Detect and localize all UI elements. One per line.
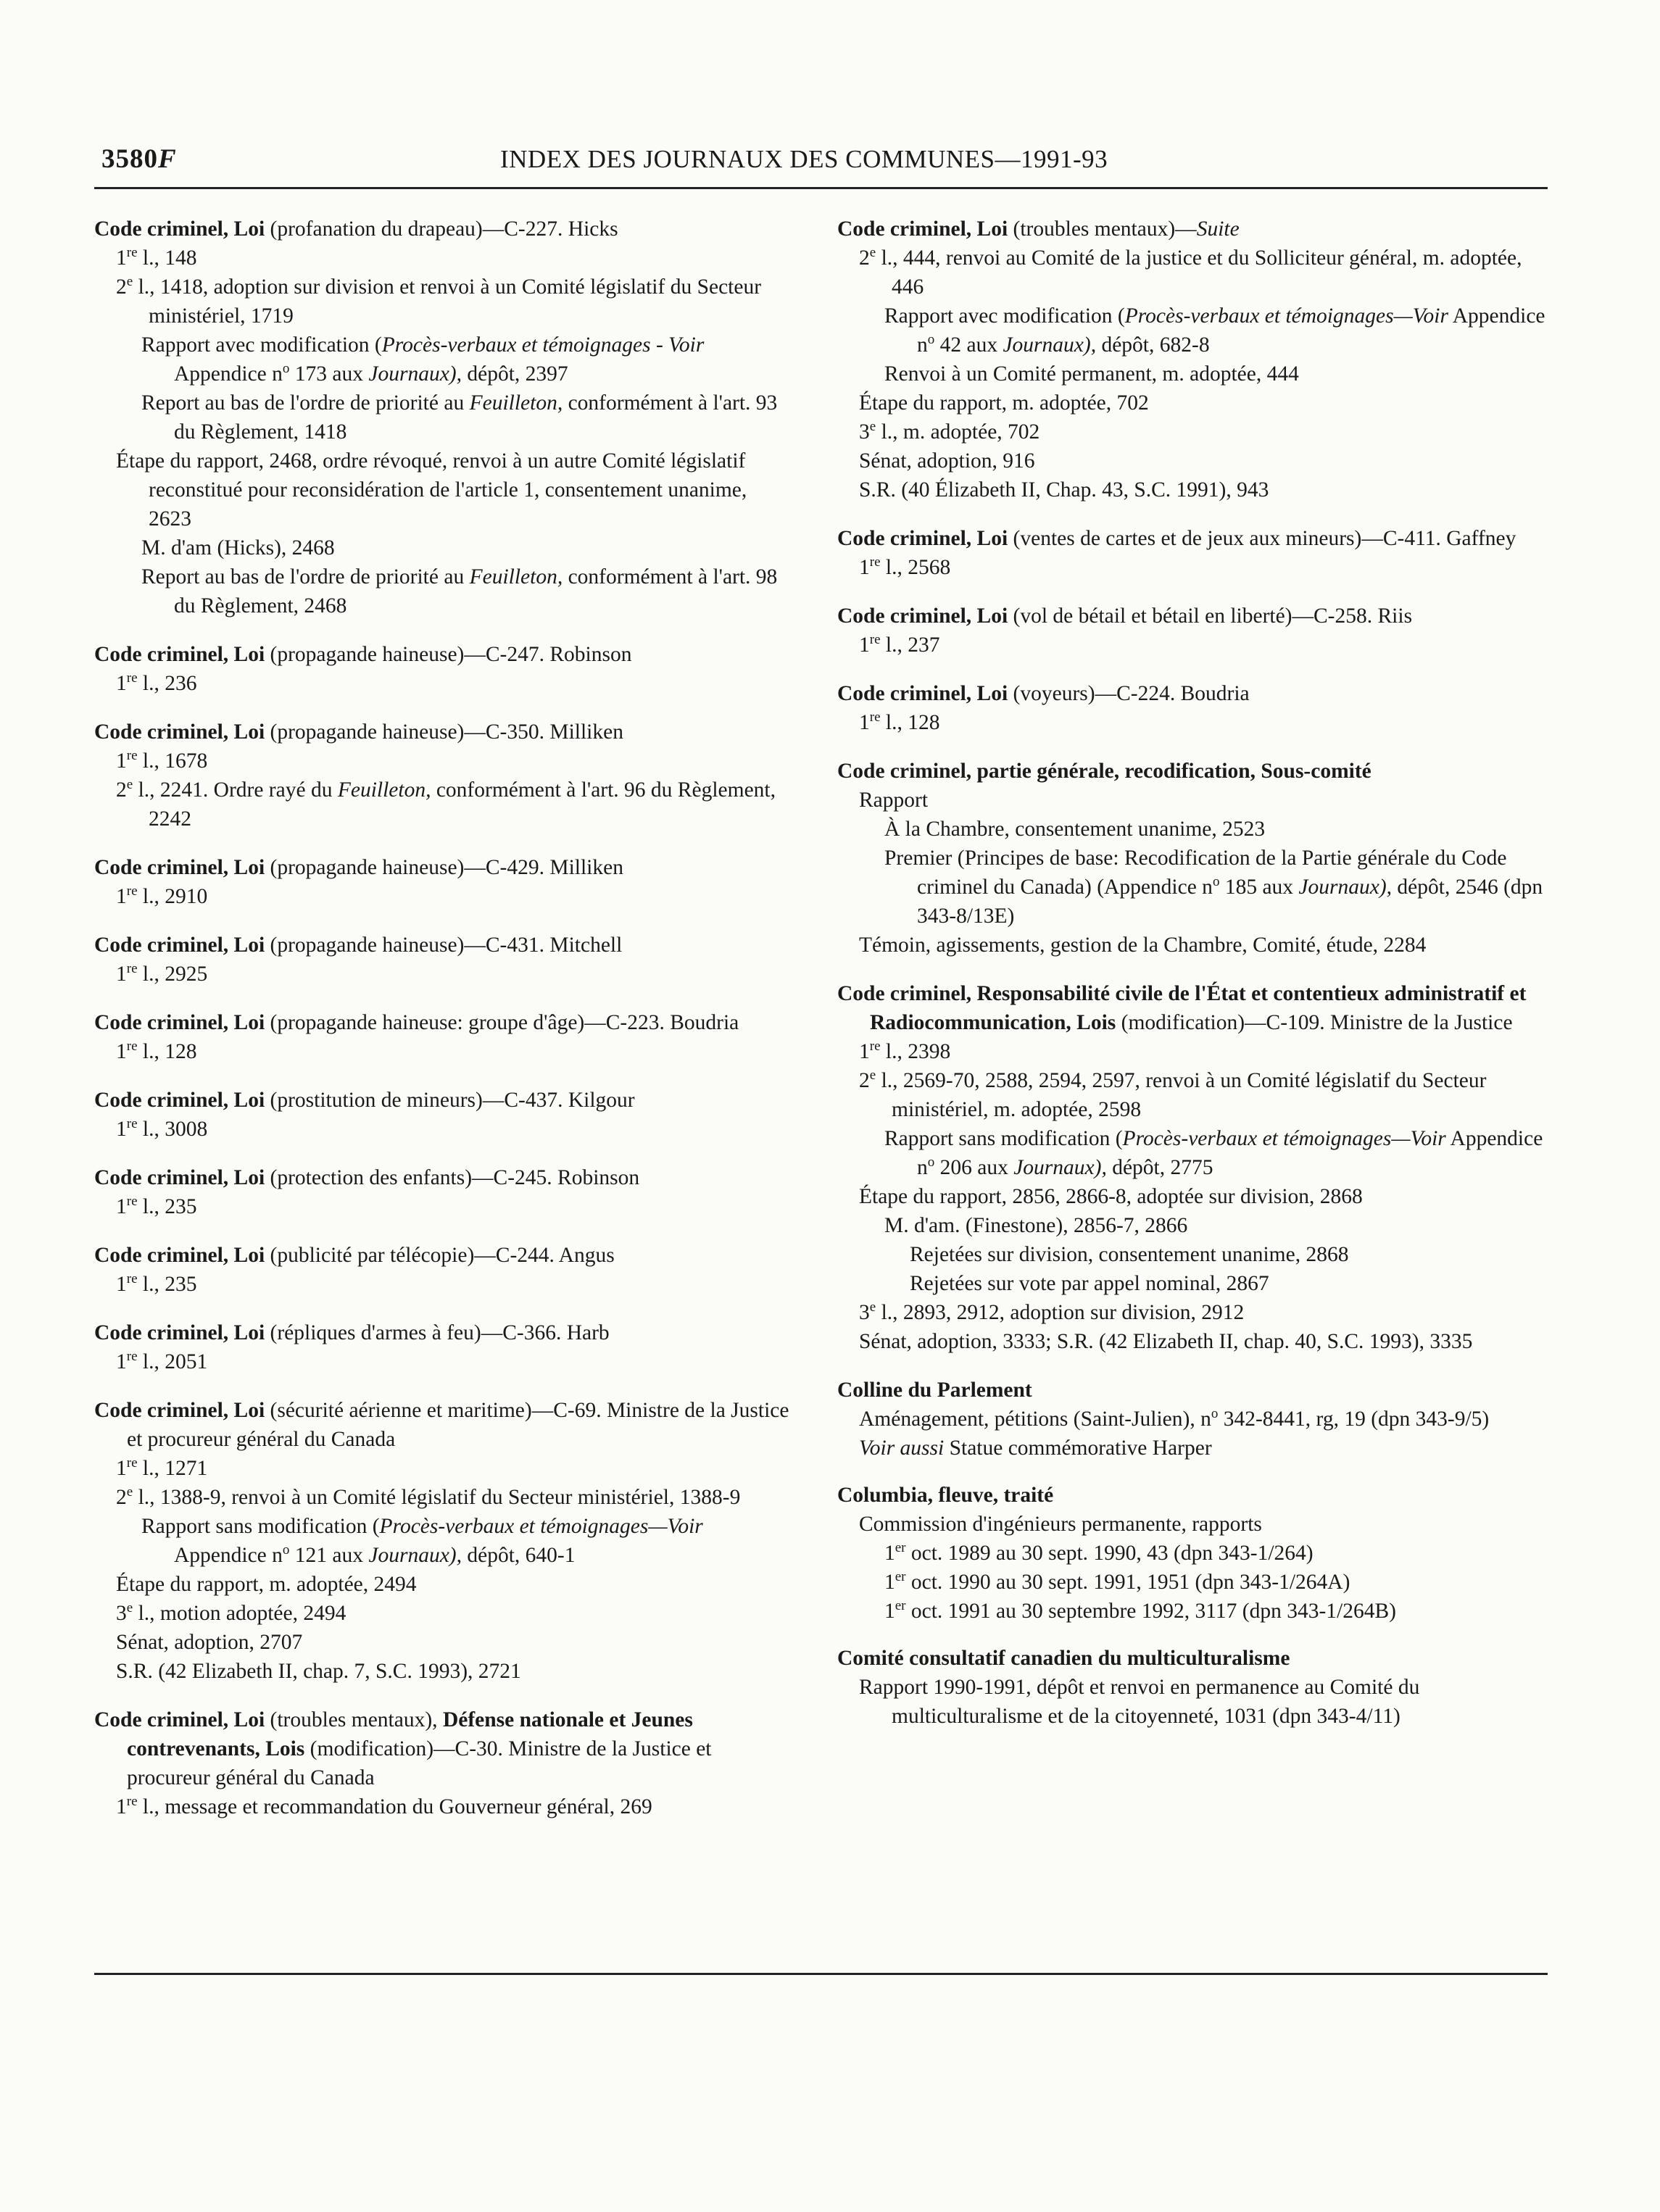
index-entry — [94, 718, 790, 833]
index-entry — [837, 524, 1548, 582]
entry-heading: Code criminel, Loi (troubles mentaux), Défense nationale et Jeunes contrevenants, Lois (modification)—C-30. Ministre de la Justice et procureur général du Canada — [94, 1708, 712, 1789]
page-number: 3580F — [101, 144, 177, 174]
index-entry — [837, 757, 1548, 960]
entry-heading: Code criminel, Loi (vol de bétail et bétail en liberté)—C-258. Riis — [837, 604, 1413, 628]
entry-line: 1er oct. 1989 au 30 sept. 1990, 43 (dpn 343-1/264) — [884, 1540, 1314, 1565]
index-entry — [94, 853, 790, 911]
index-entry — [837, 1644, 1548, 1731]
entry-line: 3e l., 2893, 2912, adoption sur division, 2912 — [859, 1300, 1245, 1324]
index-entry — [837, 679, 1548, 737]
entry-line: Étape du rapport, 2468, ordre révoqué, renvoi à un autre Comité législatif reconstitué pour reconsidération de l'article 1, consentement unanime, 2623 — [116, 449, 747, 531]
entry-heading: Code criminel, Loi (propagande haineuse)—C-429. Milliken — [94, 856, 623, 879]
entry-heading: Code criminel, Loi (profanation du drapeau)—C-227. Hicks — [94, 217, 618, 241]
index-entry — [94, 1396, 790, 1686]
entry-line: À la Chambre, consentement unanime, 2523 — [884, 818, 1266, 841]
entry-heading: Code criminel, Loi (propagande haineuse)—C-350. Milliken — [94, 720, 623, 744]
entry-line: Rapport sans modification (Procès-verbaux et témoignages—Voir Appendice $n^o$ 206 aux Journaux), dépôt, 2775 — [884, 1127, 1543, 1179]
entry-line: 1re l., 2925 — [116, 961, 208, 986]
entry-line: Témoin, agissements, gestion de la Chambre, Comité, étude, 2284 — [859, 934, 1427, 957]
entry-line: 2e l., 1388-9, renvoi à un Comité législatif du Secteur ministériel, 1388-9 — [116, 1484, 741, 1509]
index-entry — [94, 1163, 790, 1221]
index-entry — [837, 979, 1548, 1356]
index-entry — [94, 1705, 790, 1821]
entry-line: Renvoi à un Comité permanent, m. adoptée, 444 — [884, 362, 1299, 386]
entry-line: 1re l., 128 — [116, 1039, 197, 1063]
entry-heading: Code criminel, Loi (voyeurs)—C-224. Boudria — [837, 682, 1250, 705]
entry-line: Étape du rapport, 2856, 2866-8, adoptée sur division, 2868 — [859, 1185, 1363, 1208]
entry-heading: Code criminel, Loi (répliques d'armes à feu)—C-366. Harb — [94, 1321, 610, 1344]
entry-line: Sénat, adoption, 2707 — [116, 1631, 303, 1654]
entry-heading: Code criminel, Loi (propagande haineuse)—C-247. Robinson — [94, 643, 632, 666]
entry-heading: Code criminel, Responsabilité civile de l'État et contentieux administratif et Radiocommunication, Lois (modification)—C-109. Ministre de la Justice — [837, 982, 1527, 1034]
entry-line: 1re l., 235 — [116, 1271, 197, 1296]
running-head — [94, 144, 1548, 189]
entry-line: 1re l., 2568 — [859, 554, 951, 579]
index-entry — [94, 1086, 790, 1144]
index-entry — [837, 602, 1548, 660]
entry-line: Sénat, adoption, 3333; S.R. (42 Elizabeth II, chap. 40, S.C. 1993), 3335 — [859, 1330, 1473, 1353]
index-entry — [837, 1481, 1548, 1626]
entry-line: M. d'am (Hicks), 2468 — [141, 536, 335, 560]
entry-line: 2e l., 444, renvoi au Comité de la justice et du Solliciteur général, m. adoptée, 446 — [859, 245, 1522, 299]
entry-heading: Code criminel, partie générale, recodification, Sous-comité — [837, 760, 1371, 783]
index-entry — [94, 1241, 790, 1299]
page-title: INDEX DES JOURNAUX DES COMMUNES—1991-93 — [500, 145, 1108, 173]
entry-line: Rejetées sur division, consentement unanime, 2868 — [910, 1243, 1349, 1266]
entry-line: M. d'am. (Finestone), 2856-7, 2866 — [884, 1214, 1188, 1237]
entry-line: Rapport 1990-1991, dépôt et renvoi en permanence au Comité du multiculturalisme et de la citoyenneté, 1031 (dpn 343-4/11) — [859, 1676, 1420, 1728]
entry-heading: Code criminel, Loi (sécurité aérienne et maritime)—C-69. Ministre de la Justice et procureur général du Canada — [94, 1399, 789, 1451]
entry-line: Rapport — [859, 789, 929, 812]
entry-line: Commission d'ingénieurs permanente, rapports — [859, 1513, 1262, 1536]
entry-line: 1re l., 2910 — [116, 883, 208, 908]
entry-line: 3e l., m. adoptée, 702 — [859, 419, 1040, 444]
entry-line: Voir aussi Statue commémorative Harper — [859, 1436, 1212, 1460]
entry-line: 1re l., 1678 — [116, 748, 208, 773]
entry-line: Report au bas de l'ordre de priorité au Feuilleton, conformément à l'art. 93 du Règlement, 1418 — [141, 391, 778, 444]
index-entry — [94, 1008, 790, 1066]
index-entry — [94, 1318, 790, 1376]
entry-line: 1re l., 235 — [116, 1194, 197, 1218]
entry-line: Rapport sans modification (Procès-verbaux et témoignages—Voir Appendice $n^o$ 121 aux Journaux), dépôt, 640-1 — [141, 1515, 703, 1567]
entry-line: 1re l., 148 — [116, 245, 197, 270]
entry-line: 1re l., 128 — [859, 710, 940, 734]
entry-line: Sénat, adoption, 916 — [859, 449, 1035, 473]
index-entry — [94, 931, 790, 989]
entry-line: Rapport avec modification (Procès-verbaux et témoignages - Voir Appendice $n^o$ 173 aux Journaux), dépôt, 2397 — [141, 333, 705, 386]
entry-line: S.R. (42 Elizabeth II, chap. 7, S.C. 1993), 2721 — [116, 1660, 521, 1683]
entry-line: 1re l., 3008 — [116, 1116, 208, 1141]
entry-line: Étape du rapport, m. adoptée, 2494 — [116, 1573, 417, 1596]
entry-line: Rejetées sur vote par appel nominal, 2867 — [910, 1272, 1269, 1295]
entry-line: 1er oct. 1991 au 30 septembre 1992, 3117 (dpn 343-1/264B) — [884, 1598, 1396, 1623]
entry-line: 2e l., 1418, adoption sur division et renvoi à un Comité législatif du Secteur ministériel, 1719 — [116, 274, 762, 328]
entry-heading: Code criminel, Loi (protection des enfants)—C-245. Robinson — [94, 1166, 640, 1189]
index-entry — [94, 640, 790, 698]
entry-heading: Code criminel, Loi (publicité par télécopie)—C-244. Angus — [94, 1244, 615, 1267]
index-entry — [94, 215, 790, 620]
entry-heading: Code criminel, Loi (troubles mentaux)—Suite — [837, 217, 1240, 241]
entry-line: 3e l., motion adoptée, 2494 — [116, 1600, 346, 1625]
entry-line: 1re l., 2398 — [859, 1039, 951, 1063]
entry-line: Report au bas de l'ordre de priorité au Feuilleton, conformément à l'art. 98 du Règlement, 2468 — [141, 565, 778, 618]
entry-heading: Comité consultatif canadien du multiculturalisme — [837, 1647, 1290, 1670]
index-column-right — [837, 215, 1548, 1750]
entry-line: 2e l., 2241. Ordre rayé du Feuilleton, conformément à l'art. 96 du Règlement, 2242 — [116, 777, 776, 831]
index-column-left — [94, 215, 790, 1841]
entry-heading: Code criminel, Loi (ventes de cartes et de jeux aux mineurs)—C-411. Gaffney — [837, 527, 1516, 550]
index-entry — [837, 215, 1548, 504]
bottom-rule — [94, 1973, 1548, 1975]
entry-line: S.R. (40 Élizabeth II, Chap. 43, S.C. 1991), 943 — [859, 478, 1269, 502]
entry-line: 1er oct. 1990 au 30 sept. 1991, 1951 (dpn 343-1/264A) — [884, 1569, 1350, 1594]
entry-line: Aménagement, pétitions (Saint-Julien), $n^o$ 342-8441, rg, 19 (dpn 343-9/5) — [859, 1406, 1490, 1431]
entry-heading: Columbia, fleuve, traité — [837, 1484, 1054, 1507]
entry-line: Premier (Principes de base: Recodification de la Partie générale du Code criminel du Canada) (Appendice $n^o$ 185 aux Journaux), dépôt, 2546 (dpn 343-8/13E) — [884, 847, 1543, 928]
entry-line: Étape du rapport, m. adoptée, 702 — [859, 391, 1149, 415]
entry-line: 2e l., 2569-70, 2588, 2594, 2597, renvoi à un Comité législatif du Secteur ministériel, m. adoptée, 2598 — [859, 1068, 1487, 1121]
entry-heading: Code criminel, Loi (propagande haineuse)—C-431. Mitchell — [94, 934, 623, 957]
entry-heading: Colline du Parlement — [837, 1379, 1032, 1402]
entry-heading: Code criminel, Loi (prostitution de mineurs)—C-437. Kilgour — [94, 1089, 635, 1112]
entry-line: 1re l., 237 — [859, 632, 940, 657]
entry-heading: Code criminel, Loi (propagande haineuse: groupe d'âge)—C-223. Boudria — [94, 1011, 739, 1034]
entry-line: 1re l., message et recommandation du Gouverneur général, 269 — [116, 1794, 652, 1818]
entry-line: 1re l., 236 — [116, 670, 197, 695]
entry-line: Rapport avec modification (Procès-verbaux et témoignages—Voir Appendice $n^o$ 42 aux Journaux), dépôt, 682-8 — [884, 304, 1545, 357]
index-entry — [837, 1376, 1548, 1463]
entry-line: 1re l., 1271 — [116, 1455, 208, 1480]
entry-line: 1re l., 2051 — [116, 1349, 208, 1373]
